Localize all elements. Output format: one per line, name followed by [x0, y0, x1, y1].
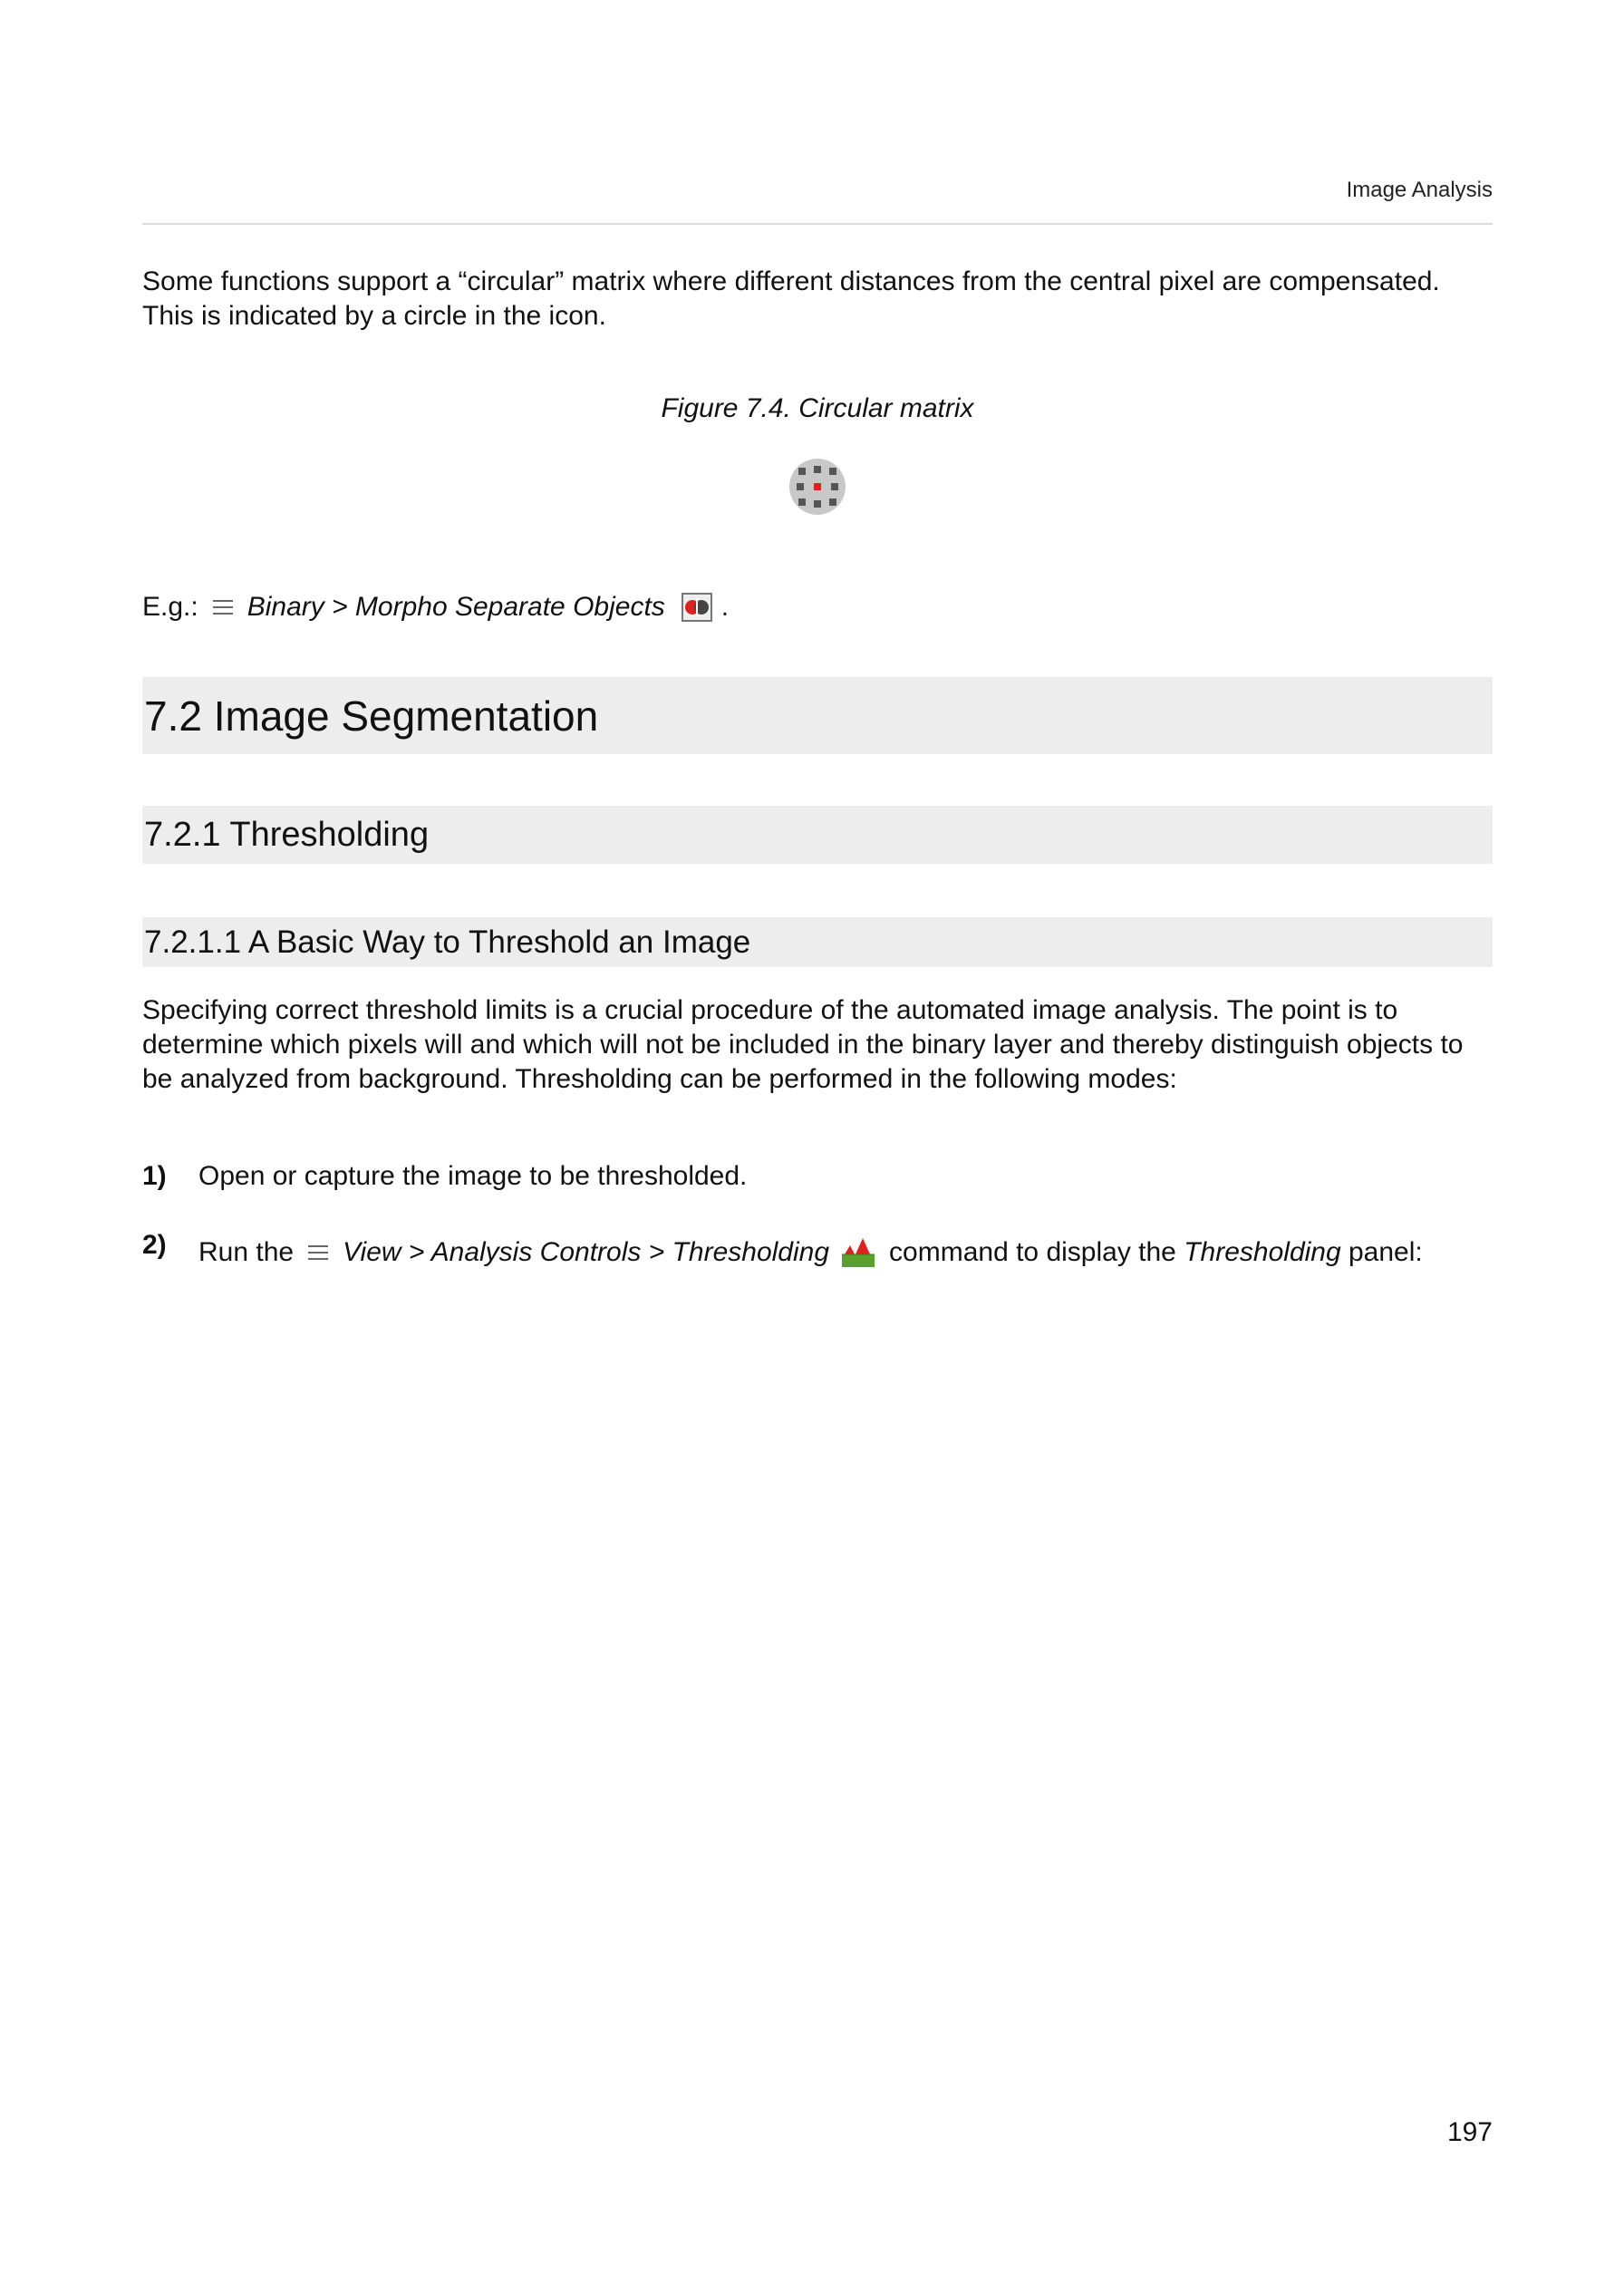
step-menu-path: View > Analysis Controls > Thresholding: [343, 1237, 830, 1267]
example-menu-path: Binary > Morpho Separate Objects: [246, 592, 665, 622]
step-number: 2): [142, 1230, 167, 1260]
section-heading-7-2-1-text: 7.2.1 Thresholding: [144, 815, 430, 854]
step-number: 1): [142, 1161, 167, 1191]
section-heading-7-2-1-1-text: 7.2.1.1 A Basic Way to Threshold an Image: [144, 924, 751, 960]
step-text: Open or capture the image to be thresholded.: [198, 1161, 748, 1191]
header-divider: [142, 223, 1493, 225]
example-prefix: E.g.:: [142, 592, 198, 622]
circular-matrix-icon: [788, 457, 847, 517]
section-heading-7-2-text: 7.2 Image Segmentation: [144, 692, 599, 740]
intro-paragraph: Some functions support a “circular” matrix where different distances from the central pixel are compensated. This is indicated by a circle in the icon.: [142, 266, 1440, 331]
section-heading-7-2: [142, 677, 1493, 754]
section-heading-7-2-1-1: [142, 917, 1493, 967]
step-panel-name: Thresholding: [1184, 1237, 1341, 1267]
step-middle: command to display the: [889, 1237, 1176, 1267]
body-paragraph: Specifying correct threshold limits is a crucial procedure of the automated image analysis. The point is to determine which pixels will and which will not be included in the binary layer and thereby distinguish objects to be analyzed from background. Thresholding can be performed in the following modes:: [142, 995, 1464, 1094]
section-heading-7-2-1: [142, 806, 1493, 864]
morpho-separate-objects-icon: [682, 593, 712, 622]
example-line: [142, 589, 729, 625]
step-text: [198, 1234, 1423, 1271]
figure-caption: Figure 7.4. Circular matrix: [661, 393, 974, 423]
step-lead: Run the: [198, 1237, 295, 1267]
menu-icon: [308, 1244, 328, 1261]
menu-icon: [213, 599, 233, 615]
page-number: 197: [1446, 2117, 1493, 2147]
document-page: [142, 0, 1493, 2294]
example-suffix: .: [720, 592, 730, 622]
thresholding-icon: [842, 1238, 875, 1267]
step-tail: panel:: [1348, 1237, 1423, 1267]
running-header: Image Analysis: [1346, 178, 1493, 202]
